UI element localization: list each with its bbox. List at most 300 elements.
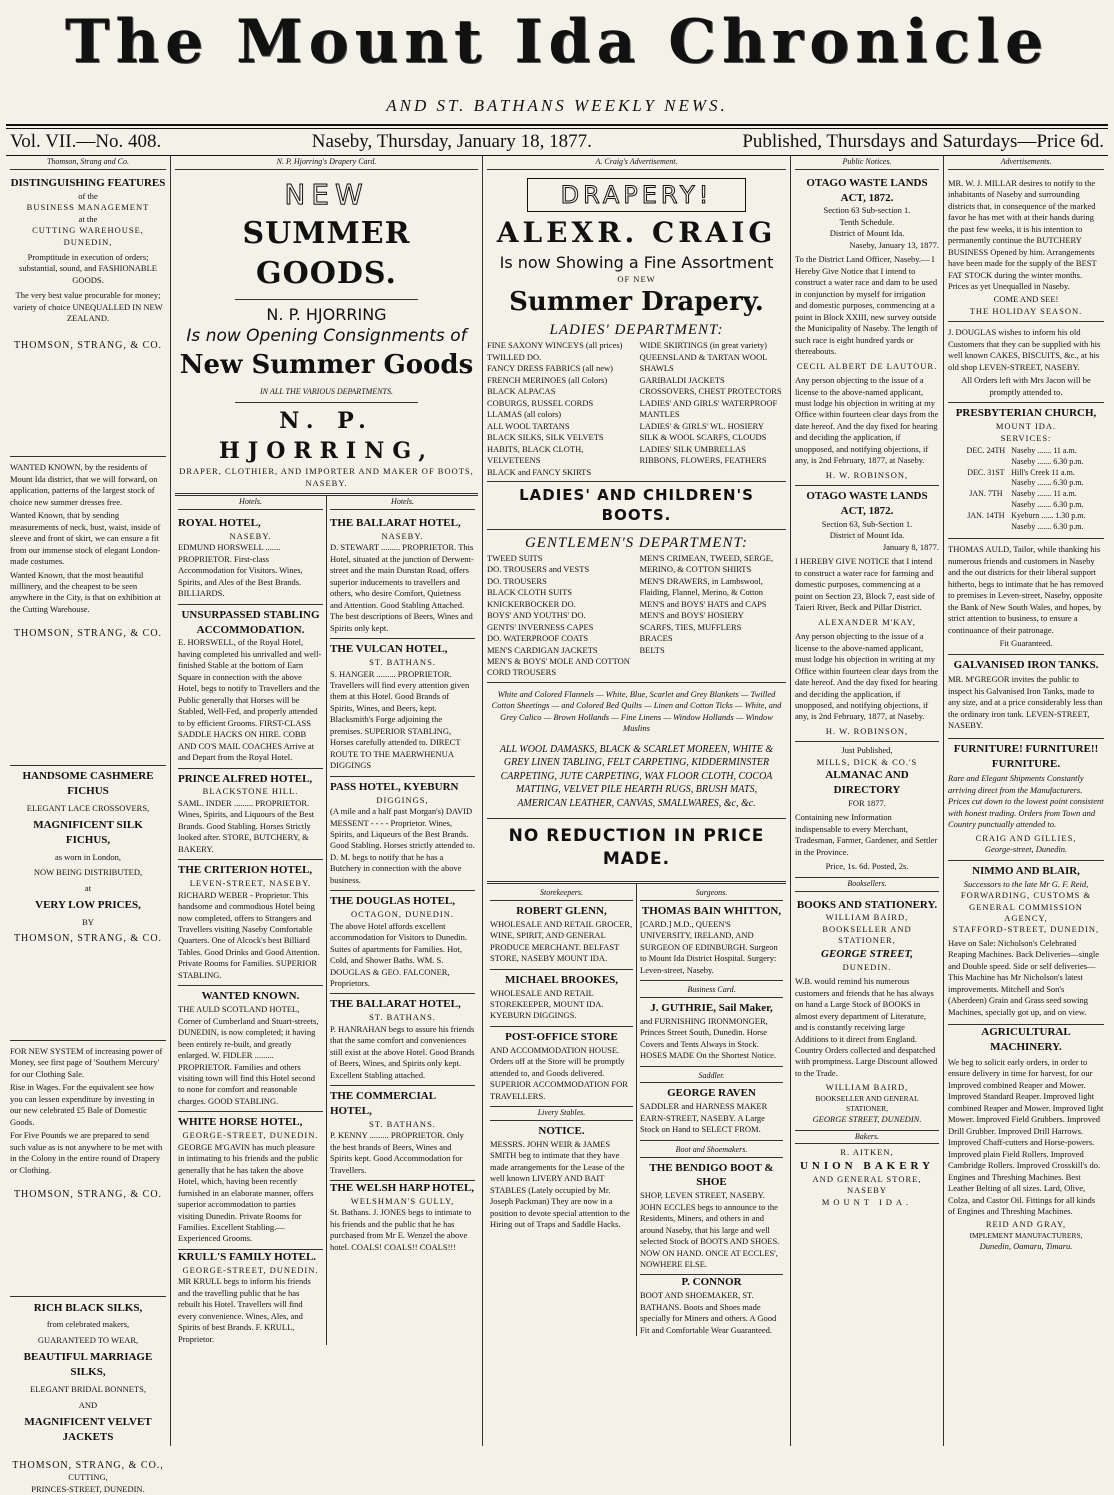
hotel-ad <box>178 1250 323 1345</box>
section-heading: Bakers. <box>795 1131 939 1145</box>
service-row <box>964 489 1089 500</box>
columns <box>6 155 1108 1494</box>
ad-headline: PRINCE ALFRED HOTEL, <box>178 772 313 785</box>
ad-headline: PASS HOTEL, KYEBURN <box>330 780 459 793</box>
ad-line: PRINCES-STREET, DUNEDIN. <box>31 1483 145 1494</box>
volume-number: Vol. VII.—No. 408. <box>10 131 162 152</box>
notice-body: I HEREBY GIVE NOTICE that I intend to construct a water race for farming and domestic purposes, commencing at a point on Section 23, Block 7, east side of Taieri River, Beck and Pillar District. <box>795 556 935 613</box>
ad-body: For Five Pounds we are prepared to send such value as is not anywhere to be met with in the Colony in the entire round of Drapery or Clothing. <box>10 1130 163 1175</box>
ad-body: EDMUND HORSWELL ....... PROPRIETOR. First-class Accommodation for Visitors. Wines, Spirits, and Ales of the Best Brands. BILLIARDS. <box>178 542 303 599</box>
ad-headline: P. CONNOR <box>681 1276 742 1289</box>
ad-headline: ROYAL HOTEL, <box>178 517 261 530</box>
hotels-section <box>175 496 478 1345</box>
service-date <box>964 457 1009 468</box>
ladies-list-left <box>487 340 634 478</box>
service-row <box>964 500 1089 511</box>
hotels-right <box>327 496 478 1345</box>
ad-line: N. P. HJORRING <box>266 304 387 324</box>
column-1 <box>6 156 171 1494</box>
ad-line: at <box>84 882 92 893</box>
ad-line: Is now Showing a Fine Assortment <box>499 252 774 272</box>
thomson-ad-2 <box>10 457 166 766</box>
section-heading: Boot and Shoemakers. <box>640 1144 783 1158</box>
hotel-ad <box>178 860 323 986</box>
ad-line: NASEBY. <box>305 477 348 488</box>
hotel-ad <box>330 1181 475 1253</box>
list-item: CROSSOVERS, CHEST PROTECTORS <box>639 386 782 397</box>
list-item: SILK & WOOL SCARFS, CLOUDS <box>639 432 767 443</box>
ad-headline: THE DOUGLAS HOTEL, <box>330 895 456 908</box>
service-place: Naseby ....... 11 a.m. <box>1011 489 1077 499</box>
service-date: DEC. 31ST <box>967 467 1005 477</box>
ad-subheading: NO REDUCTION IN PRICE MADE. <box>508 826 765 870</box>
ad-line: NASEBY. <box>381 530 424 541</box>
ad-body: Have on Sale: Nicholson's Celebrated Reaping Machines. Back Deliveries—single and Double speed. Side or self deliveries—This Machine has Mr Nicholson's latest improvements. Mitchell and Son's (Aberdeen) Grain and Grass seed sowing Machines, specially got up, and on view. <box>948 937 1100 1017</box>
ad-line: Price, 1s. 6d. Posted, 2s. <box>825 861 909 872</box>
ad-line: FORWARDING, CUSTOMS & GENERAL COMMISSION AGENCY, <box>960 890 1092 924</box>
notice-body: Any person objecting to the issue of a license to the above-named applicant, must lodge his objection in writing at my Office within fourteen clear days from the date hereof. And the day fixed for hearing and deciding the application, if unopposed, and notifying objections, if any, is 2nd February, 1877, at Naseby. <box>795 631 939 722</box>
hjorring-ad <box>175 173 478 497</box>
ad-body: The above Hotel affords excellent accommodation for Visitors to Dunedin. Suites of apartments for Families. Hot, Cold, and Shower Baths. WM. S. DOUGLAS & GEO. FALCONER, Proprietors. <box>330 920 467 988</box>
list-item: BRACES <box>639 633 673 644</box>
ad-body: Wanted Known, that by sending measurements of neck, bust, waist, inside of sleeve and front of skirt, we can ensure a fit from our immense stock of elegant London-made costumes. <box>10 510 161 567</box>
service-row <box>964 478 1089 489</box>
ad-body: The very best value procurable for money; variety of choice UNEQUALLED IN NEW ZEALAND. <box>13 290 163 324</box>
ad-line: FOR 1877. <box>848 798 886 809</box>
ad-subheading: LADIES' DEPARTMENT: <box>549 322 724 339</box>
masthead <box>6 0 1108 92</box>
hotel-ad <box>178 769 323 861</box>
ad-line: R. AITKEN, <box>840 1147 894 1158</box>
ad-line: THE HOLIDAY SEASON. <box>969 305 1083 316</box>
ladies-list-right <box>640 340 787 478</box>
ad-headline: WHITE HORSE HOTEL, <box>178 1116 303 1129</box>
list-item: SCARFS, TIES, MUFFLERS <box>639 621 742 632</box>
hotel-ad <box>330 994 475 1086</box>
column-heading: Thomson, Strang and Co. <box>10 156 166 170</box>
ad-body: WHOLESALE AND RETAIL GROCER, WINE, SPIRIT, AND GENERAL PRODUCE MERCHANT. BELFAST STORE, NASEBY MOUNT IDA. <box>490 918 633 964</box>
ad-line: OCTAGON, DUNEDIN. <box>351 909 454 920</box>
almanac-ad <box>795 742 939 877</box>
ad-line: MAGNIFICENT VELVET JACKETS <box>24 1416 152 1443</box>
ad-headline: POST-OFFICE STORE <box>505 1030 618 1043</box>
column-heading: Public Notices. <box>795 156 939 170</box>
ad-headline: THE BENDIGO BOOT & SHOE <box>649 1161 774 1189</box>
list-item: ALL WOOL TARTANS <box>487 420 570 431</box>
tanks-ad <box>948 655 1104 739</box>
list-item: FINE SAXONY WINCEYS (all prices) <box>487 340 623 351</box>
ad-line: COME AND SEE! <box>993 294 1059 305</box>
ad-line: BOOKSELLER AND STATIONER, <box>822 923 912 946</box>
trade-ad <box>640 1067 783 1141</box>
ad-line: CUTTING WAREHOUSE, DUNEDIN, <box>32 225 144 247</box>
service-place: Naseby ....... 6.30 p.m. <box>1011 456 1084 466</box>
ad-line: OF NEW <box>617 273 656 284</box>
notice-body: Any person objecting to the issue of a license to the above-named applicant, must lodge his objection in writing at my Office within fourteen clear days from the date hereof. And the day fixed for hearing and deciding the application, if unopposed, and notifying objections, if any, is 2nd February, 1877, at Naseby. <box>795 375 939 466</box>
hotel-ad <box>330 1086 475 1181</box>
nimmo-ad <box>948 861 1104 1025</box>
list-item: LLAMAS (all colors) <box>487 409 562 420</box>
notice-line: Naseby, January 13, 1877. <box>849 239 939 250</box>
ad-headline: Summer Drapery. <box>509 287 764 318</box>
list-item: GARIBALDI JACKETS <box>639 374 725 385</box>
ad-line: Successors to the late Mr G. F. Reid, <box>963 878 1089 889</box>
ad-headline: BOOKS AND STATIONERY. <box>796 898 938 911</box>
thomson-ad-4 <box>10 1041 166 1297</box>
service-place: Naseby ....... 6.30 p.m. <box>1011 478 1084 488</box>
ad-headline: THE VULCAN HOTEL, <box>330 643 448 656</box>
notice-line: Tenth Schedule. <box>839 216 895 227</box>
ad-headline: GEORGE RAVEN <box>667 1087 756 1100</box>
church-ad <box>948 403 1104 539</box>
section-heading: Business Card. <box>640 984 783 998</box>
ad-line: CUTTING, <box>68 1472 108 1483</box>
list-item: MEN'S and BOYS' HOSIERY <box>639 610 744 621</box>
ad-body: Wanted Known, that the most beautiful millinery, and the cheapest to be seen anywhere in the City, is that on exhibition at the Cutting Warehouse. <box>10 569 161 614</box>
ad-line: at the <box>78 213 98 224</box>
ad-line: BOOKSELLER AND GENERAL STATIONER, <box>815 1093 919 1113</box>
ad-line: GEORGE STREET, <box>821 947 913 960</box>
section-heading: Booksellers. <box>795 878 939 892</box>
service-date <box>964 522 1009 533</box>
list-item: BLACK ALPACAS <box>487 386 556 397</box>
gents-list <box>487 553 786 679</box>
service-place: Kyeburn ...... 1.30 p.m. <box>1011 510 1086 520</box>
ad-line: BLACKSTONE HILL. <box>202 786 299 797</box>
ad-headline: WANTED KNOWN. <box>201 990 300 1003</box>
thomson-ad-3 <box>10 766 166 1041</box>
ad-body: E. HORSWELL, of the Royal Hotel, having completed his unrivalled and well-finished Stable at the bottom of Earn Square in connection with the above Hotel, begs to notify to Travellers and the Public generally that Horses will be Stabled, Well-Fed, and properly attended to by efficient Grooms. FIRST-CLASS SADDLE HACKS ON HIRE. COBB AND CO'S MAIL COACHES Arrive at and Depart from the Royal Hotel. <box>178 637 322 763</box>
ad-line: SERVICES: <box>1000 432 1052 443</box>
ad-headline: THE BALLARAT HOTEL, <box>330 998 461 1011</box>
ad-body: W.B. would remind his numerous customers and friends that he has always on hand a Large Stock of BOOKS in almost every department of Literature, and is constantly receiving large Additions to it direct from England. Country Orders collected and despatched with promptness. Large Discount allowed to the Trade. <box>795 976 938 1078</box>
ad-headline: DRAPERY! <box>527 178 746 212</box>
column-heading: N. P. Hjorring's Drapery Card. <box>175 156 478 170</box>
notice-line: District of Mount Ida. <box>829 228 905 239</box>
notice-line: Section 63 Sub-section 1. <box>823 205 911 216</box>
trade-ad <box>490 1027 633 1107</box>
trade-ad <box>640 1275 783 1336</box>
books-ad <box>795 895 939 1131</box>
column-heading: A. Craig's Advertisement. <box>487 156 786 170</box>
thomson-ad-5 <box>10 1301 166 1495</box>
ad-body: P. KENNY ......... PROPRIETOR. Only the best brands of Beers, Wines and Spirits kept. Good Accommodation for Travellers. <box>330 1130 464 1175</box>
trades-section <box>487 884 786 1336</box>
service-place: Hill's Creek 11 a.m. <box>1011 467 1075 477</box>
ad-line: GEORGE-STREET, DUNEDIN. <box>182 1130 319 1141</box>
ad-body: WHOLESALE AND RETAIL STOREKEEPER, MOUNT IDA. KYEBURN DIGGINGS. <box>490 987 604 1021</box>
notice-body: To the District Land Officer, Naseby.— I Hereby Give Notice that I intend to construct a water race and dam to be used in conjunction by myself for irrigation and domestic purposes, commencing at a point in Block XXIII, new survey outside the Municipality of Naseby. The length of such race is eight hundred yards or thereabouts. <box>795 254 938 357</box>
ad-body: THOMAS AULD, Tailor, while thanking his numerous friends and customers in Naseby and the out districts for their liberal support hitherto, begs to intimate that he has removed to premises in Leven-street, Naseby, opposite the Bank of New South Wales, and hopes, by strict attention to business, to ensure a continuance of their patronage. <box>948 544 1104 635</box>
machinery-ad <box>948 1025 1104 1252</box>
list-item: QUEENSLAND & TARTAN WOOL SHAWLS <box>639 351 768 374</box>
ad-headline: UNION BAKERY <box>799 1159 935 1172</box>
ad-body: ALL WOOL DAMASKS, BLACK & SCARLET MOREEN, WHITE & GREY LINEN TABLING, FELT CARPETING, KIDDERMINSTER CARPETING, JUTE CARPETING, WAX FLOOR CLOTH, COCOA MATTING, VELVET PILE HEARTH RUGS, BRUSH MATS, AMERICAN LEATHER, CANVAS, SMALLWARES, &c, &c. <box>499 743 774 809</box>
list-item: FRENCH MERINOES (all Colors) <box>487 374 608 385</box>
ad-line: AND <box>78 1399 98 1410</box>
list-item: MEN'S CARDIGAN JACKETS <box>487 644 598 655</box>
ad-line: of the <box>78 190 98 201</box>
ad-body: BOOT AND SHOEMAKER, ST. BATHANS. Boots and Shoes made specially for Miners and others. A Good Fit and Comfortable Wear Guaranteed. <box>640 1290 777 1335</box>
ad-body: (A mile and a half past Morgan's) DAVID MESSENT - - - - Proprietor. Wines, Spirits, and Liqueurs of the Best Brands. Good Stabling. Horses strictly attended to. D. M. begs to notify that he has a Butchery in connection with the above business. <box>330 806 475 885</box>
ad-body: SHOP, LEVEN STREET, NASEBY. JOHN ECCLES begs to announce to the Residents, Miners, and others in and around Naseby, that his large and well selected Stock of BOOTS AND SHOES. NOW ON HAND. ONCE AT ECCLES', NOWHERE ELSE. <box>640 1190 780 1270</box>
masthead-subtitle: AND ST. BATHANS WEEKLY NEWS. <box>386 96 728 115</box>
ad-signature: THOMSON, STRANG, & CO., <box>12 1459 164 1471</box>
section-heading: Hotels. <box>330 496 475 510</box>
list-item: GENTS' INVERNESS CAPES <box>487 621 594 632</box>
list-item: DO. WATERPROOF COATS <box>487 633 589 644</box>
hotel-ad <box>178 1112 323 1250</box>
gents-list-right <box>640 553 787 679</box>
ad-headline: NOTICE. <box>538 1124 585 1137</box>
services-table <box>964 446 1089 532</box>
ad-signature: REID AND GRAY, <box>985 1219 1067 1230</box>
list-item: DO. TROUSERS and VESTS <box>487 564 590 575</box>
ad-body: P. HANRAHAN begs to assure his friends that the same comfort and conveniences still exist at the above Hotel. Good Brands of Beers, Wines, and Spirits only kept. Excellent Stabling attached. <box>330 1023 475 1080</box>
column-5 <box>944 156 1108 1446</box>
list-item: BELTS <box>639 644 665 655</box>
ad-body: St. Bathans. J. JONES begs to intimate to his friends and the public that he has purchased from Mr E. Wenzel the above hotel. COALS! COALS!! COALS!!! <box>330 1207 472 1252</box>
ad-headline: ALMANAC AND DIRECTORY <box>825 769 909 797</box>
ad-body: Rise in Wages. For the equivalent see how you can lessen expenditure by investing in our new celebrated £5 Bale of Domestic Goods. <box>10 1082 155 1127</box>
ad-line: GUARANTEED TO WEAR, <box>37 1334 139 1345</box>
list-item: BLACK SILKS, SILK VELVETS <box>487 432 604 443</box>
ad-headline: NEW <box>284 177 369 211</box>
ad-line: NOW BEING DISTRIBUTED, <box>33 867 143 878</box>
ad-line: DRAPER, CLOTHIER, AND IMPORTER AND MAKER OF BOOTS, <box>179 466 474 477</box>
list-item: LADIES' SILK UMBRELLAS <box>639 443 746 454</box>
publication-info: Published, Thursdays and Saturdays—Price 6d. <box>742 131 1104 152</box>
public-notice <box>795 486 939 742</box>
service-row <box>964 446 1089 457</box>
ad-headline: RICH BLACK SILKS, <box>33 1301 143 1314</box>
section-heading: Saddler. <box>640 1070 783 1084</box>
trades-right <box>637 884 786 1336</box>
ad-line: MOUNT IDA. <box>821 1196 913 1207</box>
ad-line: ST. BATHANS. <box>369 1118 436 1129</box>
ad-line: Is now Opening Consignments of <box>186 326 467 347</box>
ad-headline: UNSURPASSED STABLING ACCOMMODATION. <box>181 608 320 636</box>
list-item: DO. TROUSERS <box>487 575 547 586</box>
ad-line: George-street, Dunedin. <box>984 844 1068 855</box>
ad-headline: NIMMO AND BLAIR, <box>972 864 1080 877</box>
ad-line: MOUNT IDA. <box>995 421 1057 432</box>
section-heading: Livery Stables. <box>490 1107 633 1121</box>
service-place: Naseby ....... 6.30 p.m. <box>1011 521 1084 531</box>
service-date: JAN. 14TH <box>967 510 1005 520</box>
hotel-ad <box>178 513 323 605</box>
ad-headline: ALEXR. CRAIG <box>496 216 777 250</box>
ad-line: DIGGINGS, <box>376 794 429 805</box>
service-place: Naseby ....... 6.30 p.m. <box>1011 500 1084 509</box>
ad-headline: GALVANISED IRON TANKS. <box>953 658 1099 671</box>
ad-line: Just Published, <box>841 745 893 756</box>
ad-signature: CRAIG AND GILLIES, <box>975 832 1077 843</box>
list-item: FANCY DRESS FABRICS (all new) <box>487 363 613 374</box>
ad-line: MILLS, DICK & CO.'S <box>816 756 918 767</box>
service-date: JAN. 7TH <box>969 489 1003 499</box>
ad-signature: THOMSON, STRANG, & CO. <box>13 628 163 640</box>
ad-headline: ROBERT GLENN, <box>516 904 607 917</box>
ad-line: Fit Guaranteed. <box>999 638 1053 649</box>
notice-signature: H. W. ROBINSON, <box>825 469 909 480</box>
ad-headline: J. GUTHRIE, Sail Maker, <box>650 1001 773 1014</box>
ad-line: GEORGE STREET, DUNEDIN. <box>812 1114 922 1125</box>
service-place: Naseby ....... 11 a.m. <box>1011 446 1077 456</box>
section-heading: Hotels. <box>178 496 323 510</box>
ad-headline: THE CRITERION HOTEL, <box>178 864 313 877</box>
section-heading: Surgeons. <box>640 887 783 901</box>
service-date: DEC. 24TH <box>966 446 1006 456</box>
ad-body: GEORGE M'GAVIN has much pleasure in intimating to his friends and the public generally that he has taken the above Hotel, which, having been recently furnished in an elaborate manner, offers superior accommodation to parties visiting Dunedin. Private Rooms for Families. Excellent Stabling.—Experienced Grooms. <box>178 1141 319 1244</box>
ad-signature: THOMSON, STRANG, & CO. <box>13 1189 163 1201</box>
ad-body: MR. W. J. MILLAR desires to notify to the inhabitants of Naseby and surrounding districts that, in consequence of the marked favor he has met with at their hands during the past few weeks, it is his intention to permanently continue the BUTCHERY BUSINESS Opened by him. Arrangements have been made for the supply of the BEST FAT STOCK during the winter months. Prices as yet Unequalled in Naseby. <box>948 177 1097 292</box>
ad-line: VERY LOW PRICES, <box>35 899 141 912</box>
ad-line: STAFFORD-STREET, DUNEDIN, <box>952 924 1100 935</box>
list-item: COBURGS, RUSSEL CORDS <box>487 397 594 408</box>
douglas-ad <box>948 322 1104 403</box>
ad-headline: MICHAEL BROOKES, <box>504 973 619 986</box>
ad-line: ST. BATHANS. <box>369 1012 436 1023</box>
hotel-ad <box>178 986 323 1112</box>
column-4 <box>791 156 944 1446</box>
ad-body: J. DOUGLAS wishes to inform his old Customers that they can be supplied with his well known CAKES, BISCUITS, &c., at his old shop LEVEN-STREET, NASEBY. <box>948 327 1101 372</box>
ad-body: and FURNISHING IRONMONGER, Princes Street South, Dunedin. Horse Covers and Tents Always in Stock. HOSES MADE On the Shortest Notice. <box>640 1015 776 1061</box>
ad-body: THE AULD SCOTLAND HOTEL, Corner of Cumberland and Stuart-streets, DUNEDIN, is now completed; it having been entirely re-built, and greatly enlarged. W. FIDLER ......... PROPRIETOR. Families and others visiting town will find this Hotel second to none for comfort and reasonable charges. GOOD STABLING. <box>178 1004 319 1106</box>
ad-line: MAGNIFICENT SILK FICHUS, <box>33 819 143 846</box>
ad-line: IN ALL THE VARIOUS DEPARTMENTS. <box>260 387 393 397</box>
ad-line: NASEBY. <box>229 530 272 541</box>
ad-headline: HANDSOME CASHMERE FICHUS <box>22 769 154 797</box>
ad-signature: THOMSON, STRANG, & CO. <box>13 339 163 351</box>
craig-ad <box>487 173 786 884</box>
ad-headline: THOMAS BAIN WHITTON, <box>641 904 782 917</box>
list-item: LADIES' & GIRLS' WL. HOSIERY <box>639 420 765 431</box>
trade-ad <box>640 981 783 1067</box>
service-date <box>964 478 1009 489</box>
ad-body: We beg to solicit early orders, in order to ensure delivery in time for harvest, for our Improved combined Reaper and Mower. Improved Standard Reaper. Improved light combined Reaper and Mower. Improved light Mower. Improved Field Grubbers. Improved Drill Grubber. Improved Drill Harrows. Improved Chaff-cutters and Horse-powers. Improved plain Field Rollers. Improved Cambridge Rollers. Improved Crosskill's do. Engines and Threshing Machines. Best Leather Belting of all sizes. Lard, Olive, Colza, and Castor Oil. Fittings for all kinds of Engines and Threshing Machines. <box>948 1056 1104 1217</box>
list-item: LADIES' AND GIRLS' WATERPROOF MANTLES <box>639 397 778 420</box>
column-heading: Advertisements. <box>948 156 1104 170</box>
service-row <box>964 457 1089 468</box>
furniture-ad <box>948 739 1104 861</box>
ad-headline: THE WELSH HARP HOTEL, <box>330 1182 475 1195</box>
notice-headline: OTAGO WASTE LANDS ACT, 1872. <box>806 490 928 518</box>
trade-ad <box>490 1107 633 1230</box>
ad-headline: AGRICULTURAL MACHINERY. <box>981 1026 1071 1054</box>
notice-signature: H. W. ROBINSON, <box>825 725 909 736</box>
bakery-ad <box>795 1147 939 1208</box>
list-item: BLACK and FANCY SKIRTS <box>487 466 592 477</box>
list-item: TWEED SUITS <box>487 552 543 563</box>
ad-body: MESSRS. JOHN WEIR & JAMES SMITH beg to intimate that they have made arrangements for the Lease of the well known LIVERY AND BAIT STABLES (Lately occupied by Mr. Joseph Packman) They are now in a position to devote special attention to the Hiring out of Traps and Saddle Hacks. <box>490 1138 630 1230</box>
notice-headline: OTAGO WASTE LANDS ACT, 1872. <box>806 176 928 204</box>
hotel-ad <box>330 777 475 892</box>
ad-line: GEORGE-STREET, DUNEDIN. <box>182 1264 319 1275</box>
list-item: MEN'S and BOYS' HATS and CAPS <box>639 598 767 609</box>
ad-line: LEVEN-STREET, NASEBY. <box>189 878 312 889</box>
column-3 <box>483 156 791 1446</box>
gents-list-left <box>487 553 634 679</box>
ad-subheading: GENTLEMEN'S DEPARTMENT: <box>524 534 749 551</box>
ad-headline: FURNITURE! FURNITURE!! FURNITURE. <box>953 742 1099 770</box>
hotel-ad <box>330 513 475 639</box>
issue-date: Naseby, Thursday, January 18, 1877. <box>311 131 592 152</box>
trade-ad <box>640 884 783 981</box>
ad-line: All Orders left with Mrs Jacon will be promptly attended to. <box>961 375 1091 397</box>
ad-line: BUSINESS MANAGEMENT <box>26 202 150 213</box>
ad-signature: WILLIAM BAIRD, <box>825 1082 909 1093</box>
service-row <box>964 511 1089 522</box>
ad-body: MR KRULL begs to inform his friends and the travelling public that he has rebuilt his Hotel. Travellers will find every convenience. Wines, Ales, and Spirits of best Brands. F. KRULL, Proprietor. <box>178 1276 311 1344</box>
column-2 <box>171 156 483 1446</box>
ad-body: White and Colored Flannels — White, Blue, Scarlet and Grey Blankets — Twilled Cotton Sheetings — and Colored Bed Quilts — Linen and Cotton Ticks — White, and Grey Calico — Brown Hollands — Fine Linens — Window Hollands — Window Muslins <box>491 688 782 734</box>
trade-ad <box>640 1141 783 1276</box>
ad-body: RICHARD WEBER - Proprietor. This handsome and commodious Hotel being now completed, offers to Strangers and Travellers visiting Naseby Comfortable Quarters. One of Alcock's best Billiard Tables. Good Drinks and Good Attention. Private Rooms for Families. SUPERIOR STABLING. <box>178 889 320 980</box>
service-row <box>964 468 1089 479</box>
trades-left <box>487 884 637 1336</box>
service-date <box>964 500 1009 511</box>
ad-line: WILLIAM BAIRD, <box>825 912 909 923</box>
list-item: BLACK CLOTH SUITS <box>487 587 573 598</box>
ad-body: SAML. INDER ......... PROPRIETOR. Wines, Spirits, and Liquours of the Best Brands. Good Stabling. Horses Strictly looked after. STORE, BUTCHERY, & BAKERY. <box>178 797 315 854</box>
ad-line: Dunedin, Oamaru, Timaru. <box>979 1241 1073 1252</box>
ladies-list <box>487 340 786 478</box>
dateline <box>6 129 1108 155</box>
public-notice <box>795 173 939 486</box>
ad-body: SADDLER and HARNESS MAKER EARN-STREET, NASEBY. A Large Stock on Hand to SELECT FROM. <box>640 1101 768 1135</box>
ad-body: AND ACCOMMODATION HOUSE. Orders off at the Store will be promptly attended to, and Goods delivered. SUPERIOR ACCOMMODATION FOR TRAVELLERS. <box>490 1044 628 1101</box>
ad-headline: New Summer Goods <box>179 350 474 381</box>
thomson-ad-1 <box>10 173 166 458</box>
ad-body: Promptitude in execution of orders; substantial, sound, and FASHIONABLE GOODS. <box>19 251 157 285</box>
ad-line: DUNEDIN. <box>842 961 892 972</box>
list-item: HABITS, BLACK CLOTH, VELVETEENS <box>487 443 584 466</box>
ad-headline: PRESBYTERIAN CHURCH, <box>955 407 1097 420</box>
ad-line: BY <box>82 916 94 927</box>
ad-line: ST. BATHANS. <box>369 657 436 668</box>
ad-line: IMPLEMENT MANUFACTURERS, <box>969 1230 1083 1240</box>
ad-line: WELSHMAN'S GULLY, <box>350 1195 455 1206</box>
ad-headline: THE COMMERCIAL HOTEL, <box>330 1090 436 1117</box>
ad-body: D. STEWART ......... PROPRIETOR. This Hotel, situated at the junction of Derwent-street and the main Dunstan Road, offers superior inducements to travellers and others, who desire Comfort, Quietness and Attention. Good Stabling Attached. The best descriptions of Beers, Wines and Spirits only kept. <box>330 542 474 633</box>
service-row <box>964 522 1089 533</box>
hotel-ad <box>330 891 475 994</box>
list-item: MEN'S & BOYS' MOLE AND COTTON CORD TROUSERS <box>487 655 630 678</box>
ad-line: ELEGANT BRIDAL BONNETS, <box>30 1384 146 1395</box>
list-item: RIBBONS, FLOWERS, FEATHERS <box>639 455 767 466</box>
list-item: BOYS' AND YOUTHS' DO. <box>487 610 586 621</box>
ad-body: WANTED KNOWN, by the residents of Mount Ida district, that we will forward, on application, patterns of the largest stock of choice new summer dresses free. <box>10 462 158 507</box>
notice-signature: ALEXANDER M'KAY, <box>818 616 916 627</box>
ad-body: FOR NEW SYSTEM of increasing power of Money, see first page of 'Southern Mercury' for our Clothing Sale. <box>10 1045 163 1079</box>
hotel-ad <box>330 639 475 777</box>
ad-headline: SUMMER GOODS. <box>242 215 411 292</box>
trade-ad <box>490 884 633 970</box>
ad-line: ELEGANT LACE CROSSOVERS, <box>26 802 150 813</box>
ad-signature: THOMSON, STRANG, & CO. <box>13 933 163 945</box>
notice-line: January 8, 1877. <box>882 541 939 552</box>
masthead-title: The Mount Ida Chronicle <box>64 7 1050 77</box>
ad-subheading: LADIES' AND CHILDREN'S BOOTS. <box>519 486 754 525</box>
ad-headline: DISTINGUISHING FEATURES <box>10 176 166 189</box>
ad-body: S. HANGER ......... PROPRIETOR. Travellers will find every attention given them at this Hotel. Good Brands of Spirits, Wines, and Beers, kept. Blacksmith's Forge adjoining the premises. SUPERIOR STABLING, Horses carefully attended to. DIRECT ROUTE TO THE MAERWHENUA DIGGINGS <box>330 668 470 771</box>
notice-line: District of Mount Ida. <box>829 530 905 541</box>
ad-line: BEAUTIFUL MARRIAGE SILKS, <box>23 1351 153 1379</box>
list-item: MEN'S DRAWERS, in Lambswool, Flaiding, Flannel, Merino, & Cotton <box>639 575 763 598</box>
hotel-ad <box>178 605 323 769</box>
millar-ad <box>948 173 1104 323</box>
